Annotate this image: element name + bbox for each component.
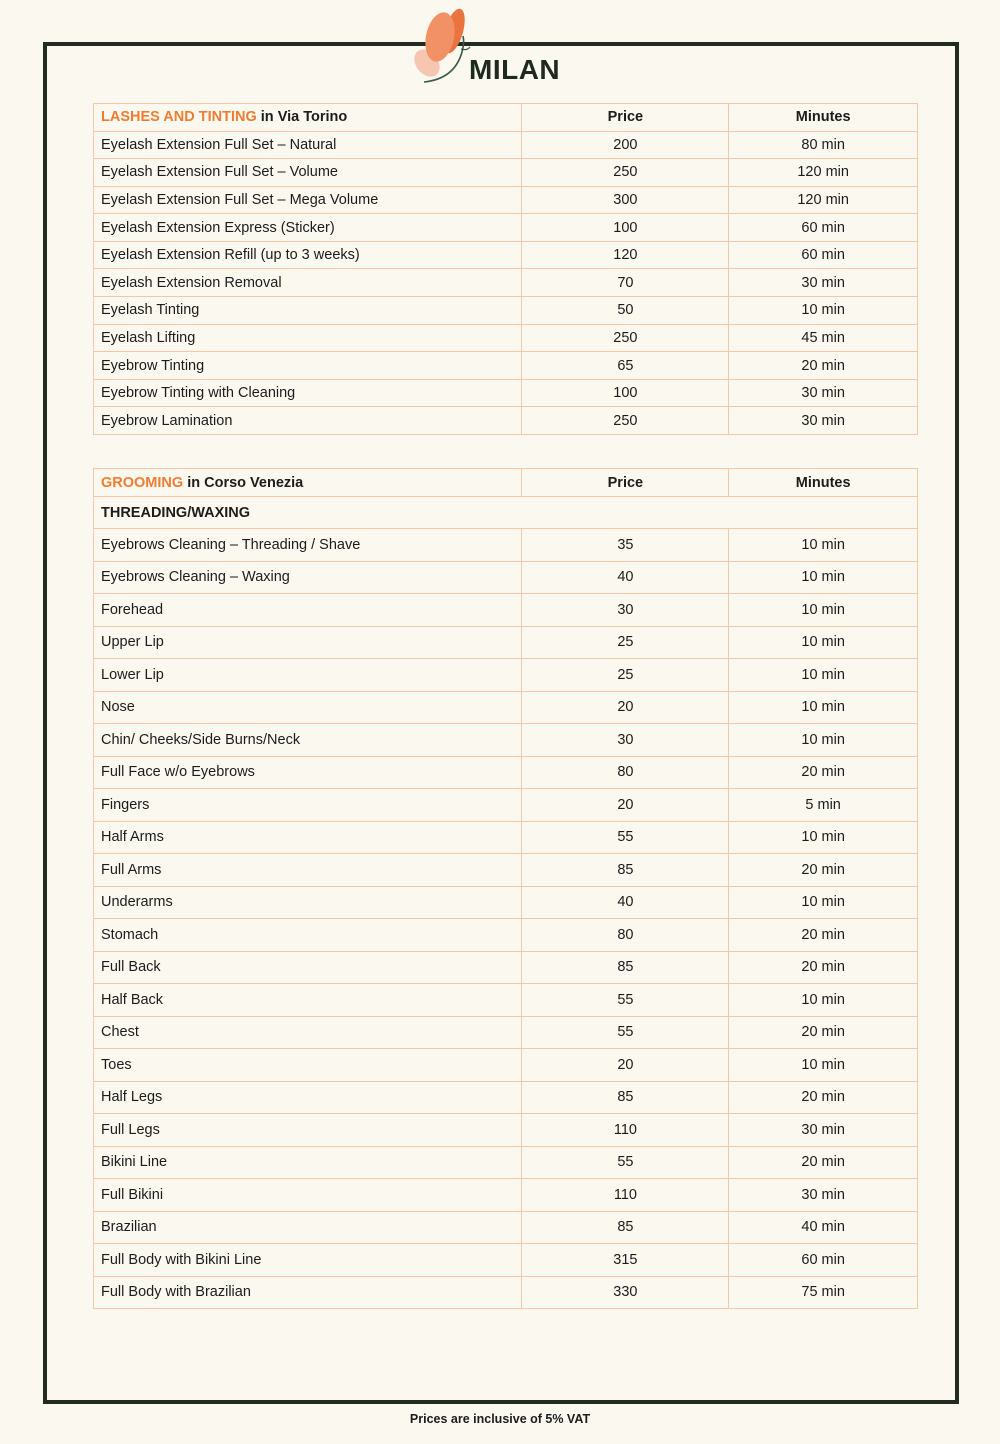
service-minutes: 20 min: [729, 1081, 918, 1114]
service-name: Full Body with Brazilian: [94, 1276, 522, 1309]
service-minutes: 20 min: [729, 1016, 918, 1049]
service-name: Eyelash Extension Refill (up to 3 weeks): [94, 241, 522, 269]
column-header-price: Price: [522, 104, 729, 132]
service-price: 50: [522, 297, 729, 325]
service-row: [94, 186, 918, 214]
service-price: 85: [522, 1081, 729, 1114]
service-price: 20: [522, 1049, 729, 1082]
grooming-table: [93, 468, 918, 1309]
service-price: 110: [522, 1114, 729, 1147]
service-price: 110: [522, 1179, 729, 1212]
service-row: [94, 1049, 918, 1082]
service-price: 40: [522, 561, 729, 594]
service-minutes: 20 min: [729, 951, 918, 984]
service-name: Full Legs: [94, 1114, 522, 1147]
service-row: [94, 1146, 918, 1179]
service-minutes: 20 min: [729, 1146, 918, 1179]
service-price: 100: [522, 379, 729, 407]
service-row: [94, 1211, 918, 1244]
service-row: [94, 214, 918, 242]
service-price: 85: [522, 951, 729, 984]
service-price: 85: [522, 854, 729, 887]
service-price: 250: [522, 324, 729, 352]
service-row: [94, 594, 918, 627]
service-row: [94, 756, 918, 789]
service-price: 55: [522, 984, 729, 1017]
service-price: 20: [522, 691, 729, 724]
service-name: Fingers: [94, 789, 522, 822]
service-row: [94, 951, 918, 984]
service-name: Toes: [94, 1049, 522, 1082]
service-minutes: 30 min: [729, 379, 918, 407]
service-name: Half Legs: [94, 1081, 522, 1114]
service-minutes: 60 min: [729, 214, 918, 242]
service-price: 55: [522, 821, 729, 854]
service-name: Lower Lip: [94, 659, 522, 692]
service-price: 40: [522, 886, 729, 919]
service-minutes: 40 min: [729, 1211, 918, 1244]
service-minutes: 10 min: [729, 821, 918, 854]
service-row: [94, 691, 918, 724]
service-price: 315: [522, 1244, 729, 1277]
service-price: 330: [522, 1276, 729, 1309]
service-minutes: 120 min: [729, 186, 918, 214]
service-name: Stomach: [94, 919, 522, 952]
service-name: Half Back: [94, 984, 522, 1017]
service-name: Full Bikini: [94, 1179, 522, 1212]
service-name: Half Arms: [94, 821, 522, 854]
service-minutes: 75 min: [729, 1276, 918, 1309]
column-header-minutes: Minutes: [729, 104, 918, 132]
service-name: Full Body with Bikini Line: [94, 1244, 522, 1277]
service-row: [94, 407, 918, 435]
service-minutes: 30 min: [729, 269, 918, 297]
service-minutes: 10 min: [729, 691, 918, 724]
service-minutes: 10 min: [729, 886, 918, 919]
service-minutes: 10 min: [729, 1049, 918, 1082]
service-minutes: 10 min: [729, 529, 918, 562]
service-name: Full Arms: [94, 854, 522, 887]
table-title: [94, 104, 522, 132]
service-name: Upper Lip: [94, 626, 522, 659]
service-price: 70: [522, 269, 729, 297]
service-row: [94, 131, 918, 159]
service-minutes: 10 min: [729, 659, 918, 692]
service-name: Bikini Line: [94, 1146, 522, 1179]
service-minutes: 20 min: [729, 919, 918, 952]
service-minutes: 20 min: [729, 854, 918, 887]
service-price: 20: [522, 789, 729, 822]
service-price: 120: [522, 241, 729, 269]
service-price: 85: [522, 1211, 729, 1244]
service-row: [94, 324, 918, 352]
table-title-location: in Via Torino: [256, 109, 348, 126]
lashes-tinting-table: [93, 103, 918, 435]
service-name: Eyelash Extension Removal: [94, 269, 522, 297]
service-name: Underarms: [94, 886, 522, 919]
service-row: [94, 561, 918, 594]
service-row: [94, 1244, 918, 1277]
service-minutes: 20 min: [729, 756, 918, 789]
service-row: [94, 1114, 918, 1147]
service-minutes: 45 min: [729, 324, 918, 352]
service-minutes: 30 min: [729, 407, 918, 435]
service-price: 65: [522, 352, 729, 380]
service-name: Chin/ Cheeks/Side Burns/Neck: [94, 724, 522, 757]
service-name: Eyelash Extension Express (Sticker): [94, 214, 522, 242]
service-price: 200: [522, 131, 729, 159]
service-row: [94, 919, 918, 952]
service-minutes: 60 min: [729, 1244, 918, 1277]
service-price: 35: [522, 529, 729, 562]
service-row: [94, 297, 918, 325]
section-title: THREADING/WAXING: [94, 497, 918, 529]
service-name: Chest: [94, 1016, 522, 1049]
service-row: [94, 379, 918, 407]
service-minutes: 30 min: [729, 1114, 918, 1147]
service-name: Eyebrows Cleaning – Waxing: [94, 561, 522, 594]
table-title-accent: LASHES AND TINTING: [101, 109, 257, 126]
service-row: [94, 659, 918, 692]
service-price: 80: [522, 919, 729, 952]
service-name: Brazilian: [94, 1211, 522, 1244]
service-row: [94, 821, 918, 854]
service-name: Eyelash Extension Full Set – Mega Volume: [94, 186, 522, 214]
table-title: [94, 469, 522, 497]
service-name: Eyebrow Tinting: [94, 352, 522, 380]
section-header-row: [94, 497, 918, 529]
service-name: Eyebrow Tinting with Cleaning: [94, 379, 522, 407]
service-minutes: 10 min: [729, 297, 918, 325]
service-minutes: 10 min: [729, 984, 918, 1017]
service-minutes: 60 min: [729, 241, 918, 269]
service-row: [94, 269, 918, 297]
service-row: [94, 724, 918, 757]
service-row: [94, 854, 918, 887]
service-price: 25: [522, 659, 729, 692]
service-price: 30: [522, 724, 729, 757]
service-minutes: 20 min: [729, 352, 918, 380]
service-price: 55: [522, 1016, 729, 1049]
service-minutes: 10 min: [729, 594, 918, 627]
service-name: Forehead: [94, 594, 522, 627]
service-price: 250: [522, 407, 729, 435]
service-name: Nose: [94, 691, 522, 724]
service-name: Eyelash Lifting: [94, 324, 522, 352]
service-name: Eyebrows Cleaning – Threading / Shave: [94, 529, 522, 562]
service-row: [94, 529, 918, 562]
service-name: Eyelash Tinting: [94, 297, 522, 325]
table-title-accent: GROOMING: [101, 474, 184, 491]
vat-note: Prices are inclusive of 5% VAT: [409, 1412, 591, 1426]
service-minutes: 10 min: [729, 626, 918, 659]
service-name: Full Face w/o Eyebrows: [94, 756, 522, 789]
brand-name: MILAN: [469, 54, 561, 85]
service-price: 250: [522, 159, 729, 187]
service-minutes: 5 min: [729, 789, 918, 822]
table-header-row: [94, 469, 918, 497]
service-price: 25: [522, 626, 729, 659]
service-row: [94, 1179, 918, 1212]
service-row: [94, 984, 918, 1017]
column-header-price: Price: [522, 469, 729, 497]
column-header-minutes: Minutes: [729, 469, 918, 497]
service-minutes: 30 min: [729, 1179, 918, 1212]
service-row: [94, 789, 918, 822]
table-header-row: [94, 104, 918, 132]
service-row: [94, 626, 918, 659]
service-price: 80: [522, 756, 729, 789]
service-row: [94, 352, 918, 380]
service-price: 55: [522, 1146, 729, 1179]
service-price: 100: [522, 214, 729, 242]
service-name: Eyebrow Lamination: [94, 407, 522, 435]
service-price: 30: [522, 594, 729, 627]
service-name: Eyelash Extension Full Set – Natural: [94, 131, 522, 159]
service-name: Eyelash Extension Full Set – Volume: [94, 159, 522, 187]
service-name: Full Back: [94, 951, 522, 984]
service-row: [94, 1276, 918, 1309]
service-minutes: 120 min: [729, 159, 918, 187]
service-minutes: 10 min: [729, 561, 918, 594]
service-row: [94, 886, 918, 919]
brand-logo: [412, 4, 592, 92]
service-price: 300: [522, 186, 729, 214]
service-minutes: 80 min: [729, 131, 918, 159]
service-minutes: 10 min: [729, 724, 918, 757]
service-row: [94, 159, 918, 187]
service-row: [94, 241, 918, 269]
table-title-location: in Corso Venezia: [183, 474, 304, 491]
service-row: [94, 1081, 918, 1114]
service-row: [94, 1016, 918, 1049]
